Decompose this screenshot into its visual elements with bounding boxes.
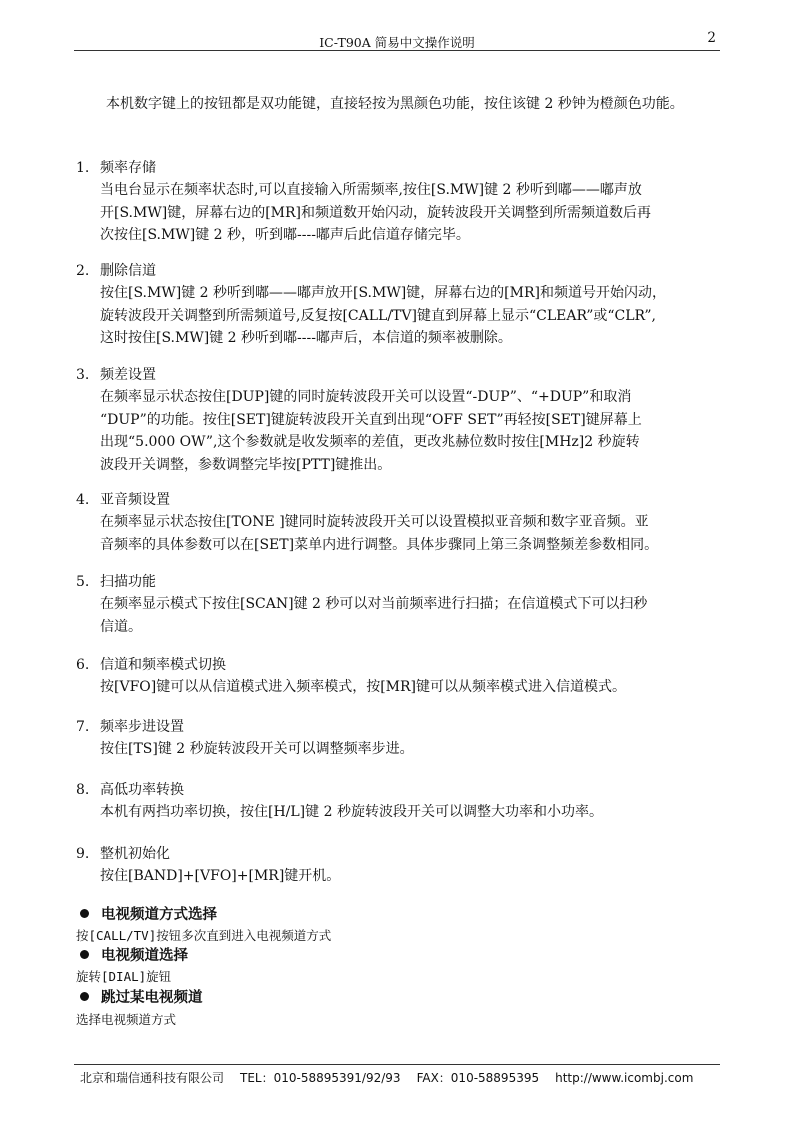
bullet-dot-icon: [80, 992, 89, 1001]
section-number: 7.: [76, 719, 90, 735]
section-2: [76, 260, 722, 350]
section-heading: 删除信道: [100, 263, 156, 279]
bullet-dot-icon: [80, 950, 89, 959]
section-body: [76, 865, 722, 888]
footer-divider: [74, 1064, 720, 1065]
section-heading: 扫描功能: [100, 574, 156, 590]
section-heading: 信道和频率模式切换: [100, 657, 226, 673]
bullet-title-skip-channel: [76, 988, 203, 1008]
section-9: [76, 843, 722, 888]
body-line: 这时按住[S.MW]键 2 秒听到嘟----嘟声后，本信道的频率被删除。: [100, 330, 512, 346]
footer-fax: FAX：010-58895395: [416, 1071, 540, 1085]
section-1: [76, 157, 722, 247]
section-body: [76, 738, 722, 761]
section-title: [76, 779, 722, 801]
section-title: [76, 489, 722, 511]
bullet-desc-skip-channel: 选择电视频道方式: [76, 1012, 177, 1027]
section-body: [76, 179, 722, 247]
section-number: 4.: [76, 492, 90, 508]
body-line: 开[S.MW]键，屏幕右边的[MR]和频道数开始闪动，旋转波段开关调整到所需频道数后再: [100, 204, 651, 221]
body-line: 按[VFO]键可以从信道模式进入频率模式，按[MR]键可以从频率模式进入信道模式。: [100, 679, 627, 695]
footer-company: 北京和瑞信通科技有限公司: [80, 1071, 225, 1085]
body-line: 出现“5.000 OW”,这个参数就是收发频率的差值，更改兆赫位数时按住[MHz]2 秒旋转: [100, 434, 640, 450]
section-heading: 整机初始化: [100, 846, 170, 862]
body-line: 次按住[S.MW]键 2 秒，听到嘟----嘟声后此信道存储完毕。: [100, 227, 470, 243]
bullet-title-tv-mode: [76, 905, 217, 925]
section-7: [76, 716, 722, 761]
section-body: [76, 593, 722, 638]
section-3: [76, 364, 722, 476]
body-line: 在频率显示状态按住[DUP]键的同时旋转波段开关可以设置“-DUP”、“+DUP”和取消: [100, 389, 632, 405]
section-8: [76, 779, 722, 824]
section-title: [76, 654, 722, 676]
bullet-heading: 电视频道方式选择: [101, 906, 217, 923]
section-body: [76, 282, 722, 350]
section-body: [76, 386, 722, 476]
section-number: 1.: [76, 160, 90, 176]
body-line: 波段开关调整，参数调整完毕按[PTT]键推出。: [100, 456, 392, 473]
intro-paragraph: 本机数字键上的按钮都是双功能键，直接轻按为黑颜色功能，按住该键 2 秒钟为橙颜色功能。: [106, 96, 684, 112]
section-heading: 亚音频设置: [100, 492, 170, 508]
section-number: 9.: [76, 846, 90, 862]
section-title: [76, 843, 722, 865]
section-title: [76, 157, 722, 179]
section-4: [76, 489, 722, 556]
body-line: 音频率的具体参数可以在[SET]菜单内进行调整。具体步骤同上第三条调整频差参数相同。: [100, 536, 659, 553]
page-number: 2: [707, 30, 716, 46]
body-line: 本机有两挡功率切换，按住[H/L]键 2 秒旋转波段开关可以调整大功率和小功率。: [100, 804, 603, 820]
footer-url: http://www.icombj.com: [555, 1071, 694, 1085]
bullet-dot-icon: [80, 909, 89, 918]
section-body: [76, 676, 722, 699]
header-title: IC-T90A 简易中文操作说明: [319, 35, 475, 50]
section-6: [76, 654, 722, 699]
bullet-heading: 电视频道选择: [101, 947, 188, 964]
section-title: [76, 364, 722, 386]
bullet-desc-tv-channel: 旋转[DIAL]旋钮: [76, 969, 172, 984]
section-title: [76, 260, 722, 282]
body-line: 按住[S.MW]键 2 秒听到嘟——嘟声放开[S.MW]键，屏幕右边的[MR]和频道号开始闪动，: [100, 285, 666, 301]
section-title: [76, 716, 722, 738]
section-heading: 高低功率转换: [100, 782, 184, 798]
body-line: 按住[TS]键 2 秒旋转波段开关可以调整频率步进。: [100, 741, 414, 757]
body-line: “DUP”的功能。按住[SET]键旋转波段开关直到出现“OFF SET”再轻按[SET]键屏幕上: [100, 411, 642, 428]
page-footer: [80, 1069, 720, 1086]
bullet-title-tv-channel: [76, 946, 188, 966]
section-heading: 频率存储: [100, 160, 156, 176]
bullet-heading: 跳过某电视频道: [101, 989, 203, 1006]
body-line: 旋转波段开关调整到所需频道号,反复按[CALL/TV]键直到屏幕上显示“CLEAR”或“CLR”,: [100, 307, 656, 324]
section-number: 3.: [76, 367, 90, 383]
page-header: [74, 30, 720, 51]
body-line: 在频率显示状态按住[TONE ]键同时旋转波段开关可以设置模拟亚音频和数字亚音频。亚: [100, 514, 649, 530]
section-number: 8.: [76, 782, 90, 798]
section-number: 5.: [76, 574, 90, 590]
section-body: [76, 511, 722, 556]
body-line: 按住[BAND]+[VFO]+[MR]键开机。: [100, 868, 341, 884]
section-heading: 频率步进设置: [100, 719, 184, 735]
footer-tel: TEL：010-58895391/92/93: [240, 1071, 401, 1085]
section-heading: 频差设置: [100, 367, 156, 383]
section-title: [76, 571, 722, 593]
section-body: [76, 801, 722, 824]
bullet-desc-tv-mode: 按[CALL/TV]按钮多次直到进入电视频道方式: [76, 928, 332, 943]
section-number: 2.: [76, 263, 90, 279]
body-line: 信道。: [100, 618, 142, 635]
body-line: 当电台显示在频率状态时,可以直接输入所需频率,按住[S.MW]键 2 秒听到嘟——嘟声放: [100, 182, 642, 198]
body-line: 在频率显示模式下按住[SCAN]键 2 秒可以对当前频率进行扫描；在信道模式下可以扫秒: [100, 596, 648, 612]
section-5: [76, 571, 722, 638]
section-number: 6.: [76, 657, 90, 673]
